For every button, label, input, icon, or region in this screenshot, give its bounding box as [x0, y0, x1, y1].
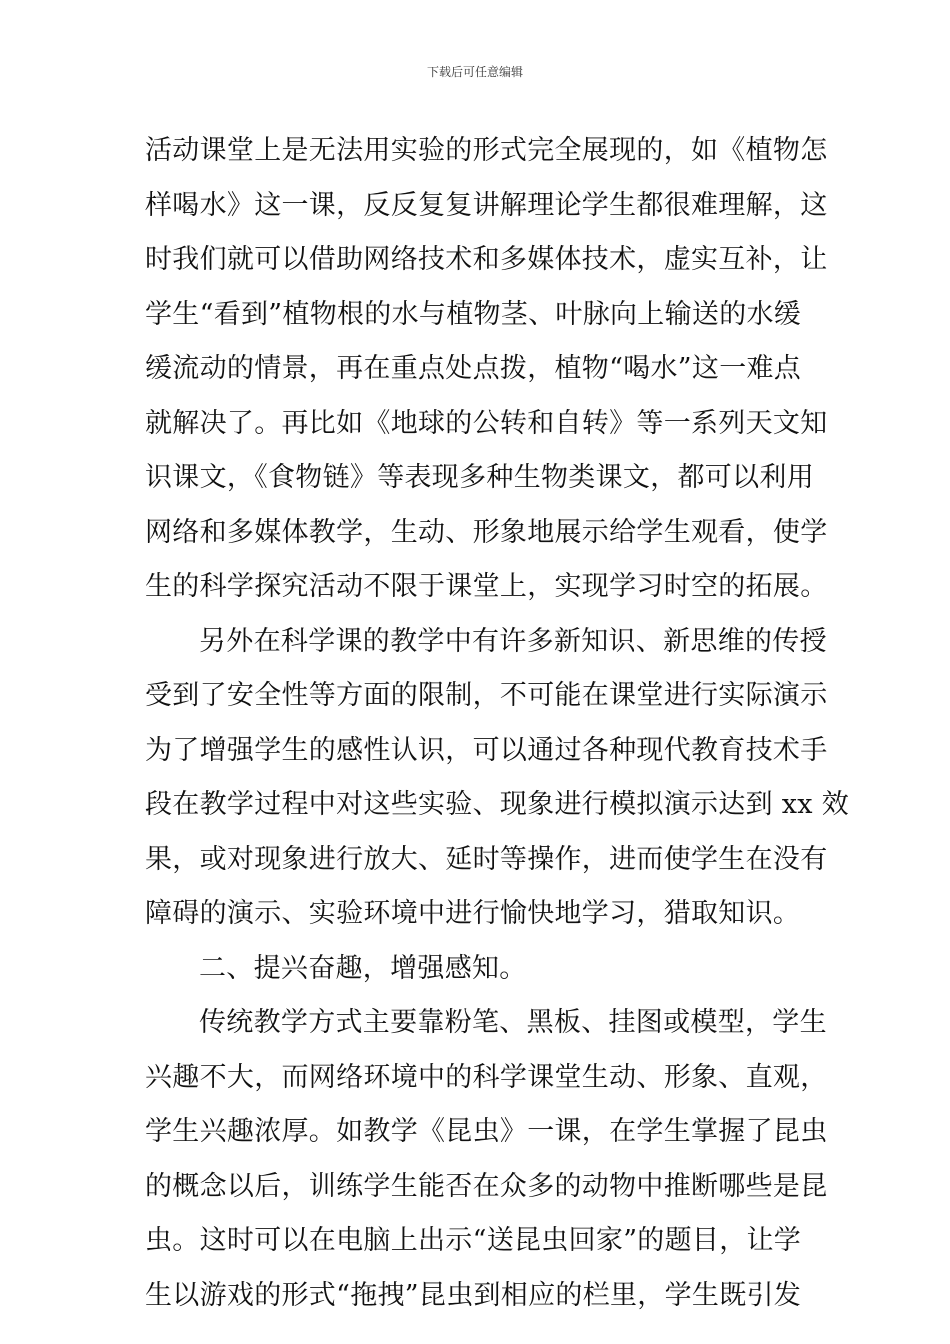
text-line: 虫。这时可以在电脑上出示“送昆虫回家”的题目，让学	[145, 1225, 802, 1256]
text-line: 生以游戏的形式“拖拽”昆虫到相应的栏里，学生既引发	[145, 1279, 802, 1311]
text-line: 的概念以后，训练学生能否在众多的动物中推断哪些是昆	[145, 1170, 828, 1202]
document-body	[145, 124, 850, 1323]
text-line: 缓流动的情景，再在重点处点拨，植物“喝水”这一难点	[145, 353, 802, 384]
text-line: 就解决了。再比如《地球的公转和自转》等一系列天文知	[145, 407, 828, 439]
text-line: 兴趣不大，而网络环境中的科学课堂生动、形象、直观，	[145, 1061, 828, 1093]
text-line: 段在教学过程中对这些实验、现象进行模拟演示达到 xx 效	[145, 789, 850, 820]
text-line: 网络和多媒体教学，生动、形象地展示给学生观看，使学	[145, 516, 828, 548]
text-line: 生的科学探究活动不限于课堂上，实现学习时空的拓展。	[145, 571, 828, 602]
text-line: 障碍的演示、实验环境中进行愉快地学习，猎取知识。	[145, 898, 801, 929]
section-heading: 二、提兴奋趣，增强感知。	[199, 952, 527, 984]
text-line: 为了增强学生的感性认识，可以通过各种现代教育技术手	[145, 734, 828, 766]
text-line: 学生兴趣浓厚。如教学《昆虫》一课，在学生掌握了昆虫	[145, 1116, 828, 1147]
text-line: 时我们就可以借助网络技术和多媒体技术，虚实互补，让	[145, 244, 828, 275]
text-line: 识课文，《食物链》等表现多种生物类课文，都可以利用	[145, 462, 814, 493]
paragraph-first-line: 另外在科学课的教学中有许多新知识、新思维的传授	[199, 625, 827, 657]
text-line: 受到了安全性等方面的限制，不可能在课堂进行实际演示	[145, 680, 828, 711]
text-line: 活动课堂上是无法用实验的形式完全展现的，如《植物怎	[145, 135, 828, 166]
text-line: 果，或对现象进行放大、延时等操作，进而使学生在没有	[145, 843, 828, 875]
page-header: 下载后可任意编辑	[426, 65, 523, 79]
paragraph-first-line: 传统教学方式主要靠粉笔、黑板、挂图或模型，学生	[199, 1007, 827, 1038]
text-line: 学生“看到”植物根的水与植物茎、叶脉向上输送的水缓	[145, 298, 802, 330]
text-line: 样喝水》这一课，反反复复讲解理论学生都很难理解，这	[145, 189, 828, 221]
